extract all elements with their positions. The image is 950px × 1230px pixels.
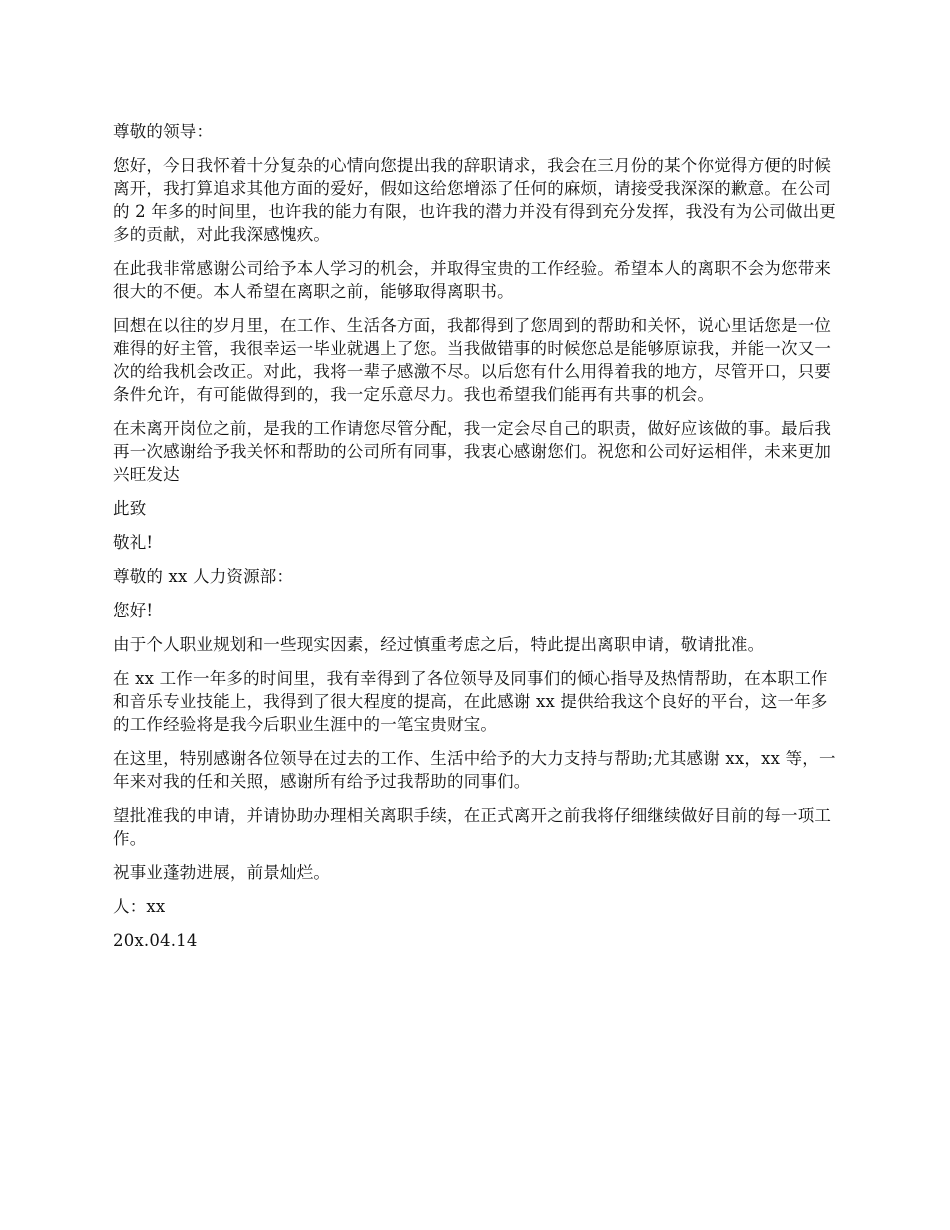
closing-jingli: 敬礼! <box>113 533 154 552</box>
paragraph-application: 由于个人职业规划和一些现实因素，经过慎重考虑之后，特此提出离职申请，敬请批准。 <box>113 635 765 654</box>
paragraph-approval-request: 望批准我的申请，并请协助办理相关离职手续，在正式离开之前我将仔细继续做好目前的每一项工作。 <box>113 806 832 848</box>
greeting-hello: 您好! <box>113 601 154 620</box>
paragraph-recollection: 回想在以往的岁月里，在工作、生活各方面，我都得到了您周到的帮助和关怀，说心里话您是一位难得的好主管，我很幸运一毕业就遇上了您。当我做错事的时候您总是能够原谅我，并能一次又一次的给我机会改正。对此，我将一辈子感激不尽。以后您有什么用得着我的地方，尽管开口，只要条件允许，有可能做得到的，我一定乐意尽力。我也希望我们能再有共事的机会。 <box>113 316 832 404</box>
paragraph-work-experience: 在 xx 工作一年多的时间里，我有幸得到了各位领导及同事们的倾心指导及热情帮助，在本职工作和音乐专业技能上，我得到了很大程度的提高，在此感谢 xx 提供给我这个良好的平台，这一年多的工作经验将是我今后职业生涯中的一笔宝贵财宝。 <box>113 669 828 734</box>
document-body <box>113 120 843 952</box>
paragraph-thanks-company: 在此我非常感谢公司给予本人学习的机会，并取得宝贵的工作经验。希望本人的离职不会为您带来很大的不便。本人希望在离职之前，能够取得离职书。 <box>113 259 832 301</box>
salutation-hr: 尊敬的 xx 人力资源部： <box>113 567 294 586</box>
paragraph-resignation-request: 您好，今日我怀着十分复杂的心情向您提出我的辞职请求，我会在三月份的某个你觉得方便的时候离开，我打算追求其他方面的爱好，假如这给您增添了任何的麻烦，请接受我深深的歉意。在公司的 2 年多的时间里，也许我的能力有限，也许我的潜力并没有得到充分发挥，我没有为公司做出更多的贡献，对此我深感愧疚。 <box>113 156 836 244</box>
signature-date: 20x.04.14 <box>113 931 198 950</box>
paragraph-special-thanks: 在这里，特别感谢各位领导在过去的工作、生活中给予的大力支持与帮助;尤其感谢 xx，xx 等，一年来对我的任和关照，感谢所有给予过我帮助的同事们。 <box>113 749 836 791</box>
paragraph-wishes: 祝事业蓬勃进展，前景灿烂。 <box>113 863 331 882</box>
closing-cizhi: 此致 <box>113 499 147 518</box>
salutation-leader: 尊敬的领导： <box>113 122 214 141</box>
signature-person: 人：xx <box>113 897 166 916</box>
paragraph-final-thanks: 在未离开岗位之前，是我的工作请您尽管分配，我一定会尽自己的职责，做好应该做的事。最后我再一次感谢给予我关怀和帮助的公司所有同事，我衷心感谢您们。祝您和公司好运相伴，未来更加兴旺发达 <box>113 419 832 484</box>
